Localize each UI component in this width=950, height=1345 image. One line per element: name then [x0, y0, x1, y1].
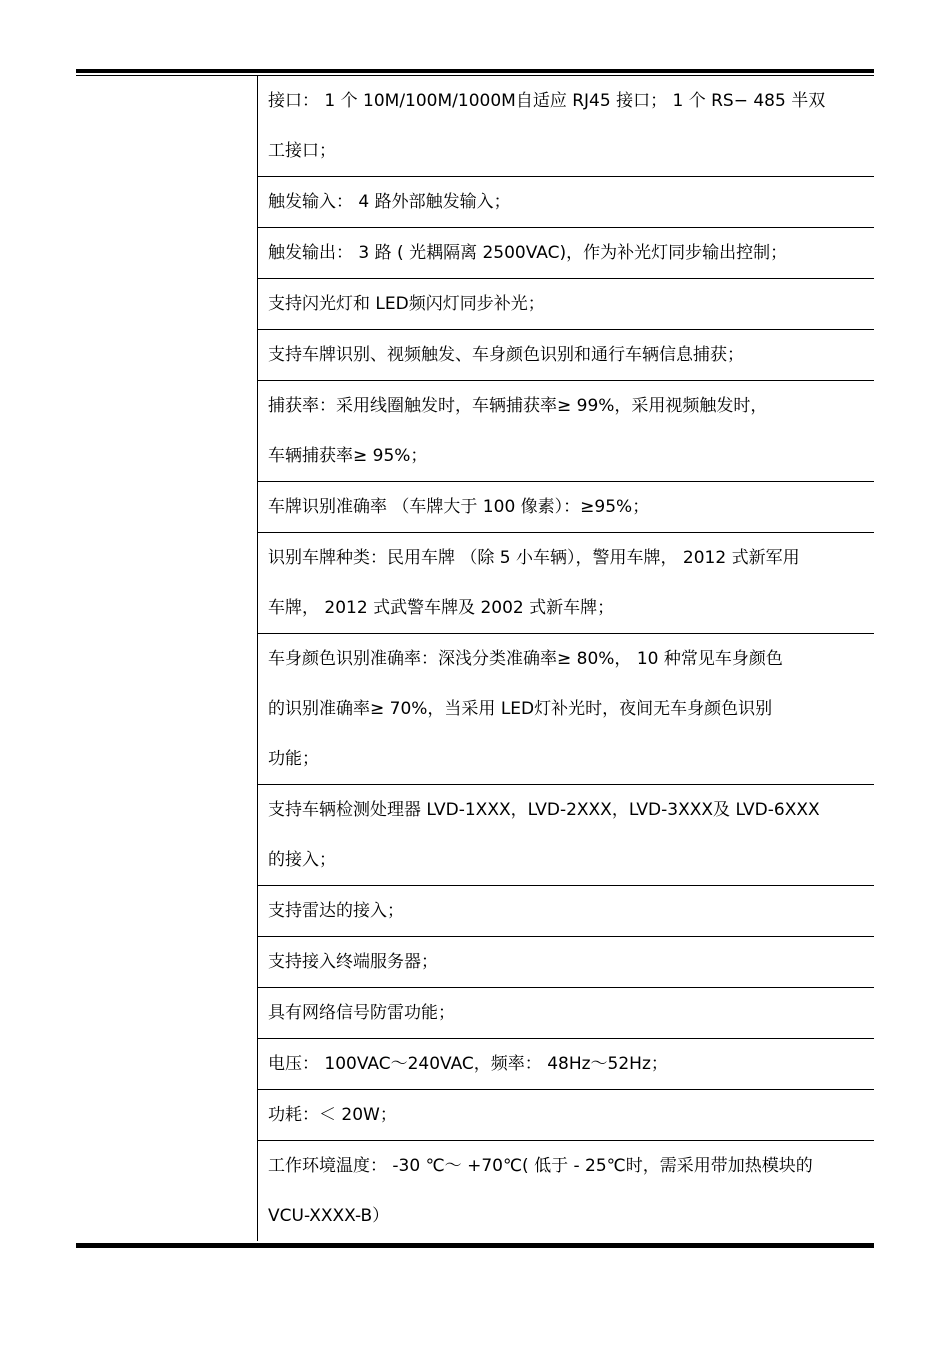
spec-row [258, 886, 874, 937]
spec-table [76, 69, 874, 1248]
spec-row [258, 279, 874, 330]
spec-text-line: 识别车牌种类：民用车牌 （除 5 小车辆），警用车牌， 2012 式新军用 [268, 548, 800, 568]
spec-row [258, 1090, 874, 1141]
spec-text-line: 接口： 1 个 10M/100M/1000M自适应 RJ45 接口； 1 个 RS− 485 半双 [268, 91, 826, 111]
spec-row [258, 1141, 874, 1241]
spec-row [258, 228, 874, 279]
spec-text-line: 的接入； [268, 850, 336, 870]
spec-text-line: 触发输出： 3 路 ( 光耦隔离 2500VAC)，作为补光灯同步输出控制； [268, 243, 788, 263]
spec-row [258, 533, 874, 634]
spec-row [258, 785, 874, 886]
spec-table-body [76, 75, 874, 1241]
spec-text-line: 支持雷达的接入； [268, 901, 404, 921]
spec-text-line: 具有网络信号防雷功能； [268, 1003, 455, 1023]
spec-row [258, 988, 874, 1039]
spec-row [258, 177, 874, 228]
spec-text-line: 的识别准确率≥ 70%，当采用 LED灯补光时，夜间无车身颜色识别 [268, 699, 773, 719]
spec-text-line: 捕获率：采用线圈触发时，车辆捕获率≥ 99%，采用视频触发时， [268, 396, 768, 416]
spec-text-line: 车牌， 2012 式武警车牌及 2002 式新车牌； [268, 598, 615, 618]
spec-text-line: 车身颜色识别准确率：深浅分类准确率≥ 80%， 10 种常见车身颜色 [268, 649, 783, 669]
spec-row [258, 937, 874, 988]
spec-text-line: 车辆捕获率≥ 95%； [268, 446, 428, 466]
spec-text-line: 工接口； [268, 141, 336, 161]
spec-label-column [76, 76, 258, 1241]
spec-text-line: 触发输入： 4 路外部触发输入； [268, 192, 511, 212]
spec-text-line: 电压： 100VAC～240VAC，频率： 48Hz～52Hz； [268, 1054, 668, 1074]
spec-row [258, 1039, 874, 1090]
spec-text-line: 支持车牌识别、视频触发、车身颜色识别和通行车辆信息捕获； [268, 345, 744, 365]
spec-row [258, 76, 874, 177]
table-bottom-thick-rule [76, 1244, 874, 1248]
spec-text-line: 功能； [268, 749, 319, 769]
spec-row [258, 381, 874, 482]
spec-text-line: 支持接入终端服务器； [268, 952, 438, 972]
spec-row [258, 330, 874, 381]
spec-value-column [258, 76, 874, 1241]
spec-text-line: 支持闪光灯和 LED频闪灯同步补光； [268, 294, 545, 314]
spec-text-line: VCU-XXXX-B） [268, 1206, 390, 1226]
spec-text-line: 支持车辆检测处理器 LVD-1XXX，LVD-2XXX，LVD-3XXX及 LVD-6XXX [268, 800, 820, 820]
spec-row [258, 634, 874, 785]
spec-text-line: 工作环境温度： -30 ℃～ +70℃( 低于 - 25℃时，需采用带加热模块的 [268, 1156, 813, 1176]
spec-row [258, 482, 874, 533]
spec-text-line: 车牌识别准确率 （车牌大于 100 像素）：≥95%； [268, 497, 650, 517]
spec-text-line: 功耗：＜ 20W； [268, 1105, 397, 1125]
